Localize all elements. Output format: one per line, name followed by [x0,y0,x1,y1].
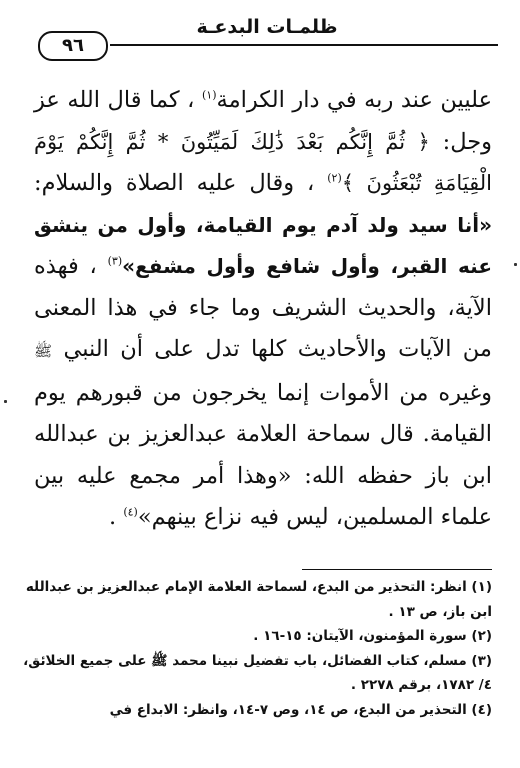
page-header [36,14,498,60]
footnote-ref-3: (٣) [107,254,123,268]
footnotes [22,575,492,722]
footnote-ref-1: (١) [202,88,217,102]
footnote-1: (١) انظر: التحذير من البدع، لسماحة العلامة الإمام عبدالعزيز بن عبدالله ابن باز، ص ١٣ . [25,579,492,620]
running-title: ظلمـات البدعـة [196,16,338,38]
salutation-glyph: ﷺ [34,342,53,360]
margin-mark [4,400,7,403]
text-segment: عليين عند ربه في دار الكرامة [216,87,493,113]
footnote-3: (٣) مسلم، كتاب الفضائل، باب تفضيل نبينا محمد ﷺ على جميع الخلائق، ٤/ ١٧٨٢، برقم ٢٢٧٨ . [23,652,492,693]
hadith-quote: «أنا سيد ولد آدم يوم القيامة، وأول من ينشق عنه القبر، وأول شافع وأول مشفع» [34,212,492,278]
footnote-ref-2: (٢) [327,171,342,185]
footnote-separator [302,569,492,570]
margin-mark [514,263,517,266]
text-segment: وغيره من الأموات إنما يخرجون من قبورهم يوم القيامة. قال سماحة العلامة عبدالعزيز بن عبدالله ابن باز حفظه الله: [34,379,492,489]
footnote-4: (٤) التحذير من البدع، ص ١٤، وص ٧-١٤، وانظر: الابداع في [109,701,492,718]
scholar-quote: «وهذا أمر مجمع عليه بين علماء المسلمين، ليس فيه نزاع بينهم» [34,462,492,530]
main-text [34,80,492,539]
footnote-ref-4: (٤) [123,505,138,519]
text-segment: ، وقال عليه الصلاة والسلام: [34,170,328,196]
main-paragraph [34,80,492,539]
text-segment: ، فهذه الآية، والحديث الشريف وما جاء في هذا المعنى من الآيات والأحاديث كلها تدل على أن النبي [34,253,492,362]
quran-verse: ﴿ ثُمَّ إِنَّكُم بَعْدَ ذَٰلِكَ لَمَيِّتُونَ * ثُمَّ إِنَّكُمْ يَوْمَ الْقِيَامَةِ تُبْعَثُونَ ﴾ [34,129,492,195]
text-segment: . [109,504,124,530]
header-rule [110,44,498,46]
page-number: ٩٦ [38,31,108,61]
footnote-2: (٢) سورة المؤمنون، الآيتان: ١٥-١٦ . [253,628,492,644]
text-segment: ، كما قال الله عز وجل: [34,87,493,155]
